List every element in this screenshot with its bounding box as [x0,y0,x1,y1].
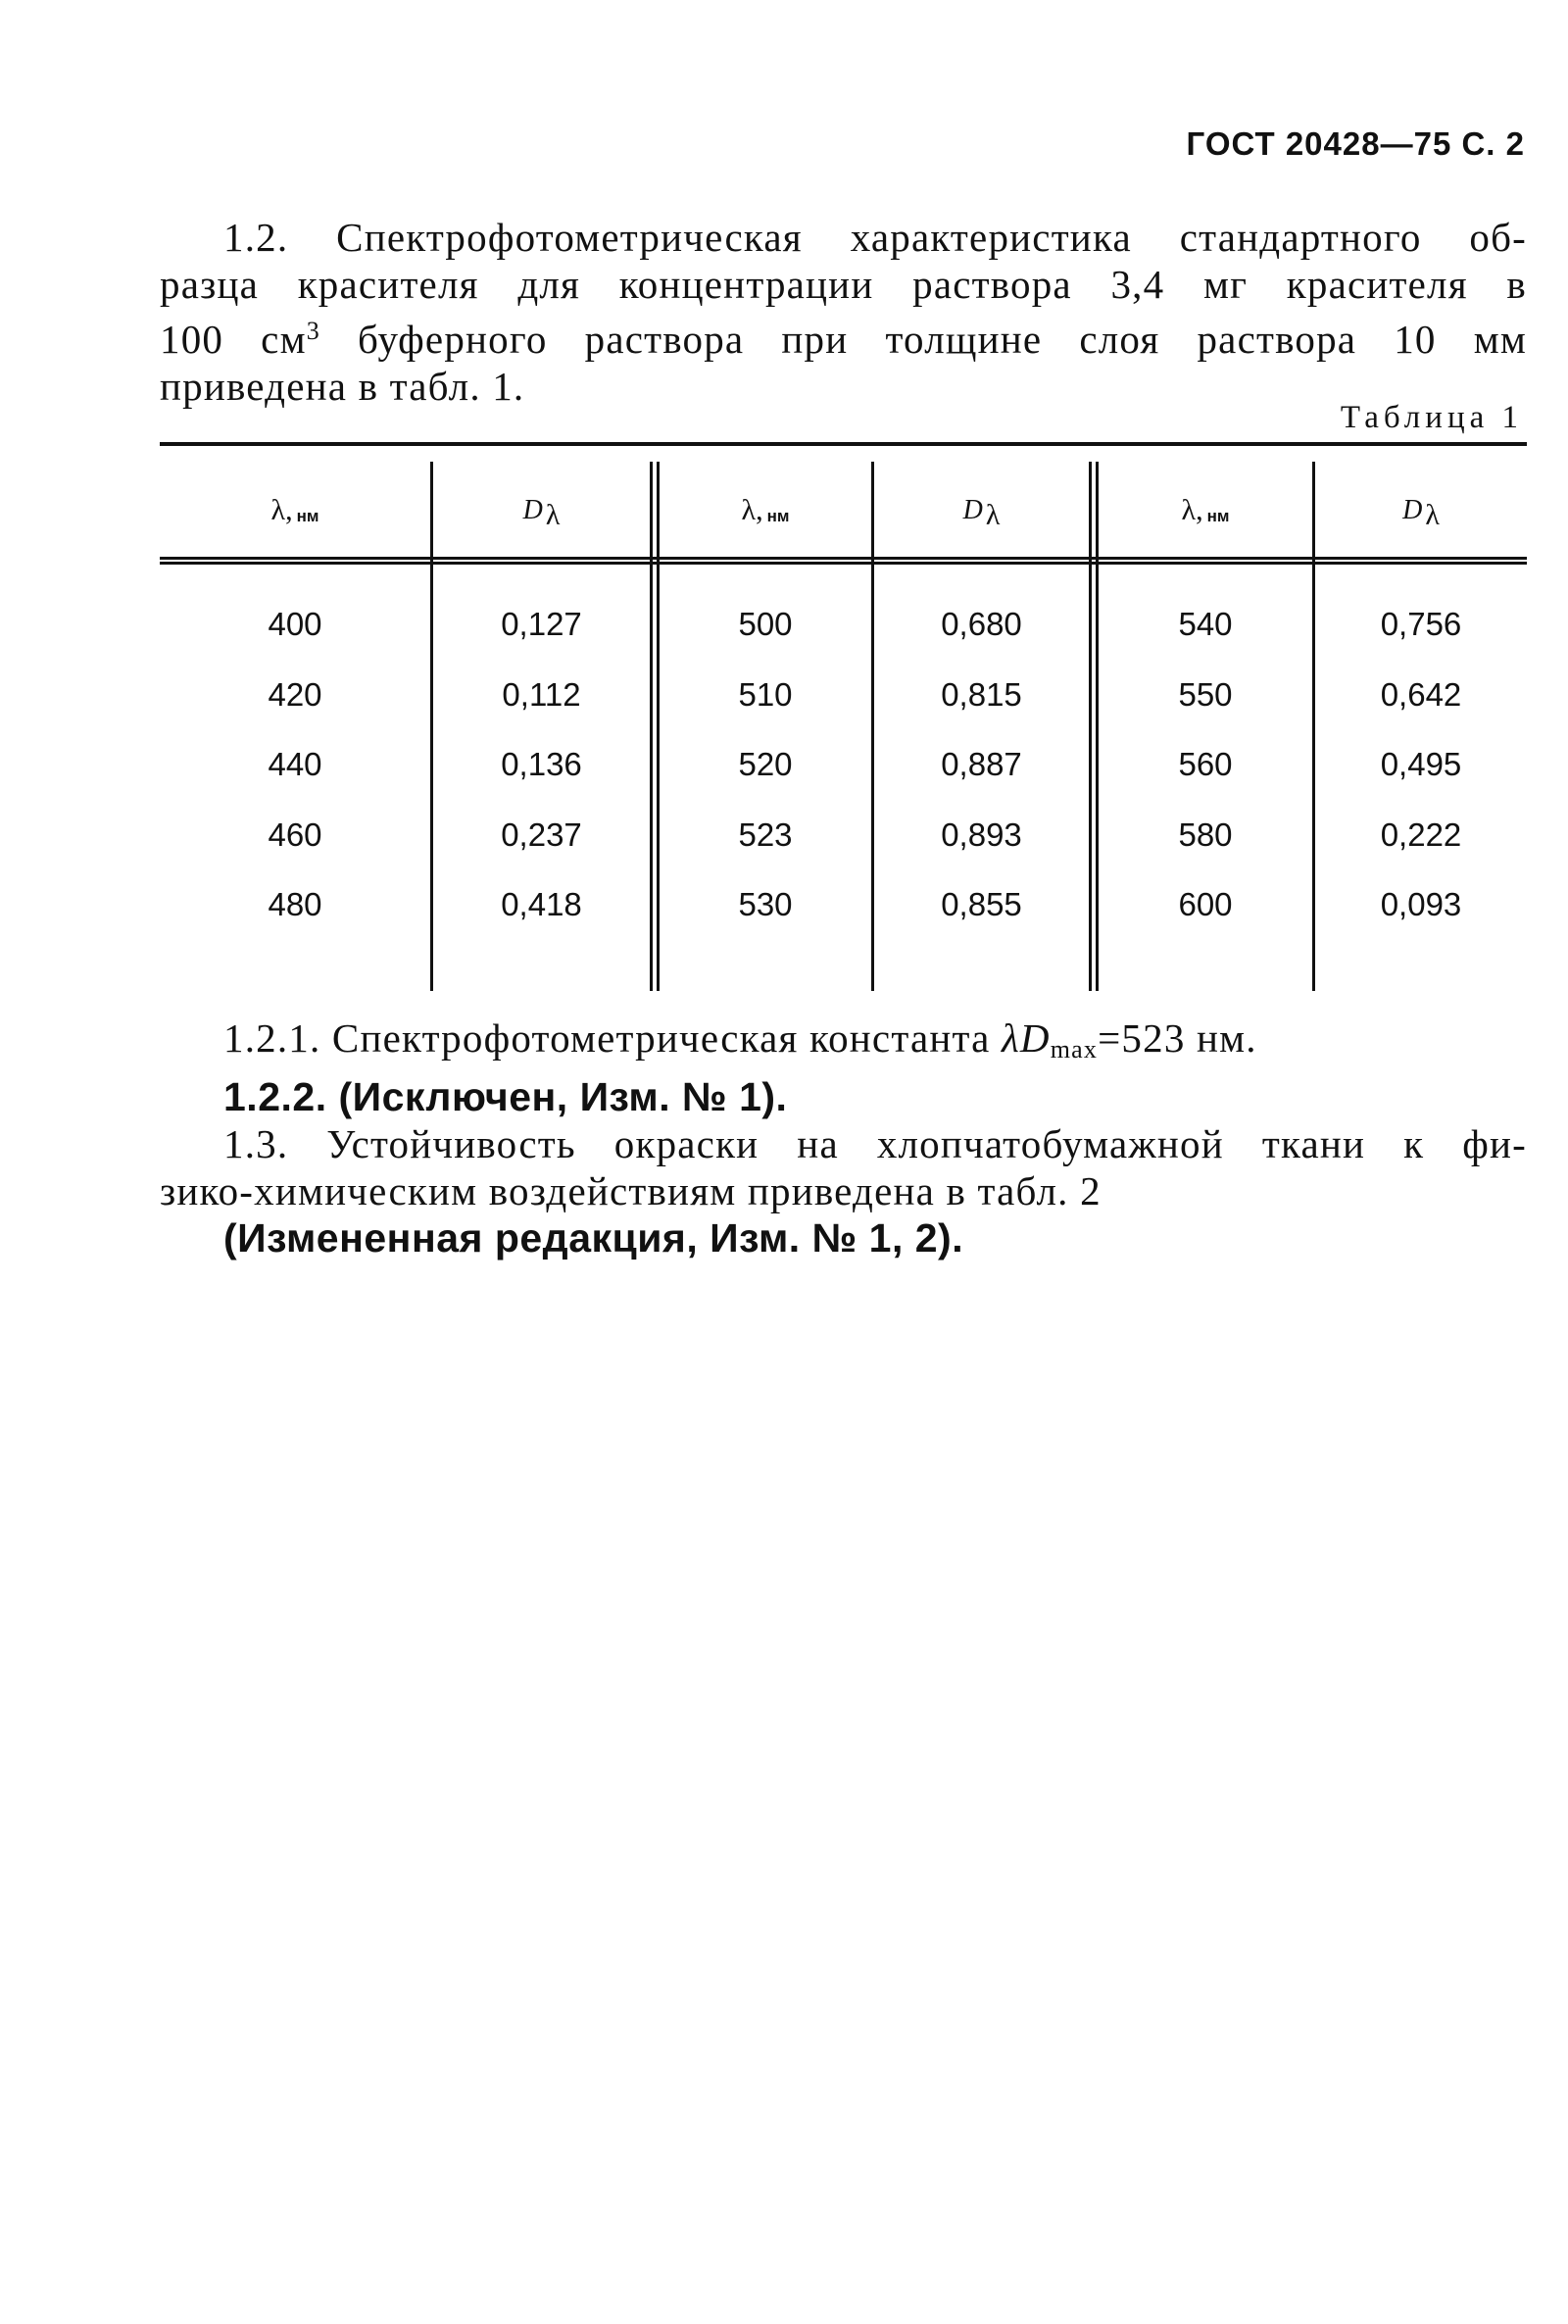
p121-subscript: max [1050,1035,1099,1063]
header-symbol: λ, [741,494,763,526]
header-unit: нм [766,507,790,525]
p121-symbol: λD [1001,1015,1051,1061]
data-table [160,442,1527,991]
table-cell: 0,855 [941,886,1022,922]
table-column-density [1315,589,1527,940]
table-cell: 0,756 [1380,606,1462,642]
intro-line-3-post: буферного раствора при толщине слоя раствора 10 мм [319,317,1527,362]
table-column-density [874,589,1089,940]
header-optical-density [1315,481,1527,540]
table-cell: 560 [1178,746,1233,782]
header-unit: нм [1206,507,1230,525]
intro-line-3-pre: 100 см [160,317,307,362]
page-header: ГОСТ 20428—75 С. 2 [1186,125,1525,162]
paragraph-1-3-line-2: зико-химическим воздействиям приведена в табл. 2 [160,1168,1102,1213]
table-cell: 500 [738,606,793,642]
table-cell: 580 [1178,816,1233,853]
column-divider-double [1089,462,1099,991]
table-cell: 0,136 [501,746,582,782]
table-cell: 0,127 [501,606,582,642]
table-cell: 600 [1178,886,1233,922]
table-cell: 0,495 [1380,746,1462,782]
table-cell: 0,112 [502,675,581,713]
post-table-text [160,1014,1527,1261]
amendment-note: (Измененная редакция, Изм. № 1, 2). [223,1215,964,1261]
intro-line-1: 1.2. Спектрофотометрическая характеристика стандартного об- [223,215,1527,260]
table-cell: 0,237 [501,816,582,853]
header-symbol: λ, [270,494,293,526]
header-unit: нм [296,507,319,525]
header-subscript: λ [545,499,561,531]
table-cell: 400 [268,606,322,642]
header-optical-density [874,481,1089,540]
paragraph-1-3-line-1: 1.3. Устойчивость окраски на хлопчатобумажной ткани к фи- [223,1121,1527,1166]
header-symbol: D [522,495,543,525]
header-wavelength [160,481,430,540]
intro-line-2: разца красителя для концентрации раствора 3,4 мг красителя в [160,262,1527,307]
table-cell: 520 [738,746,793,782]
table-column-wavelength [1099,589,1312,940]
table-cell: 0,418 [501,886,582,922]
table-top-rule [160,442,1527,446]
table-caption: Таблица 1 [1340,400,1523,435]
header-wavelength [660,481,871,540]
header-subscript: λ [985,499,1001,531]
intro-line-4: приведена в табл. 1. [160,364,525,409]
p121-value: =523 нм. [1098,1015,1257,1061]
intro-line-3 [160,308,1527,363]
intro-line-3-sup: 3 [306,317,320,345]
p121-text: 1.2.1. Спектрофотометрическая константа [223,1015,1002,1061]
table-header-rule [160,557,1527,565]
column-divider-double [650,462,660,991]
table-cell: 480 [268,886,322,922]
table-cell: 440 [268,746,322,782]
table-column-wavelength [160,589,430,940]
table-cell: 550 [1178,675,1233,713]
header-subscript: λ [1425,499,1440,531]
table-cell: 420 [268,675,322,713]
table-cell: 0,093 [1380,886,1462,922]
header-symbol: D [1402,495,1423,525]
table-cell: 523 [738,816,793,853]
paragraph-1-2-2: 1.2.2. (Исключен, Изм. № 1). [223,1074,788,1119]
table-cell: 0,893 [941,816,1022,853]
table-cell: 0,887 [941,746,1022,782]
table-cell: 460 [268,816,322,853]
table-cell: 0,222 [1380,816,1462,853]
intro-paragraph [160,214,1527,410]
header-symbol: D [962,495,983,525]
table-column-wavelength [660,589,871,940]
table-column-density [433,589,650,940]
table-cell: 0,815 [941,675,1022,713]
header-symbol: λ, [1181,494,1203,526]
table-cell: 530 [738,886,793,922]
table-cell: 0,642 [1380,675,1462,713]
paragraph-1-2-1 [160,1014,1527,1073]
table-cell: 0,680 [941,606,1022,642]
table-cell: 540 [1178,606,1233,642]
header-wavelength [1099,481,1312,540]
header-optical-density [433,481,650,540]
table-cell: 510 [738,675,793,713]
